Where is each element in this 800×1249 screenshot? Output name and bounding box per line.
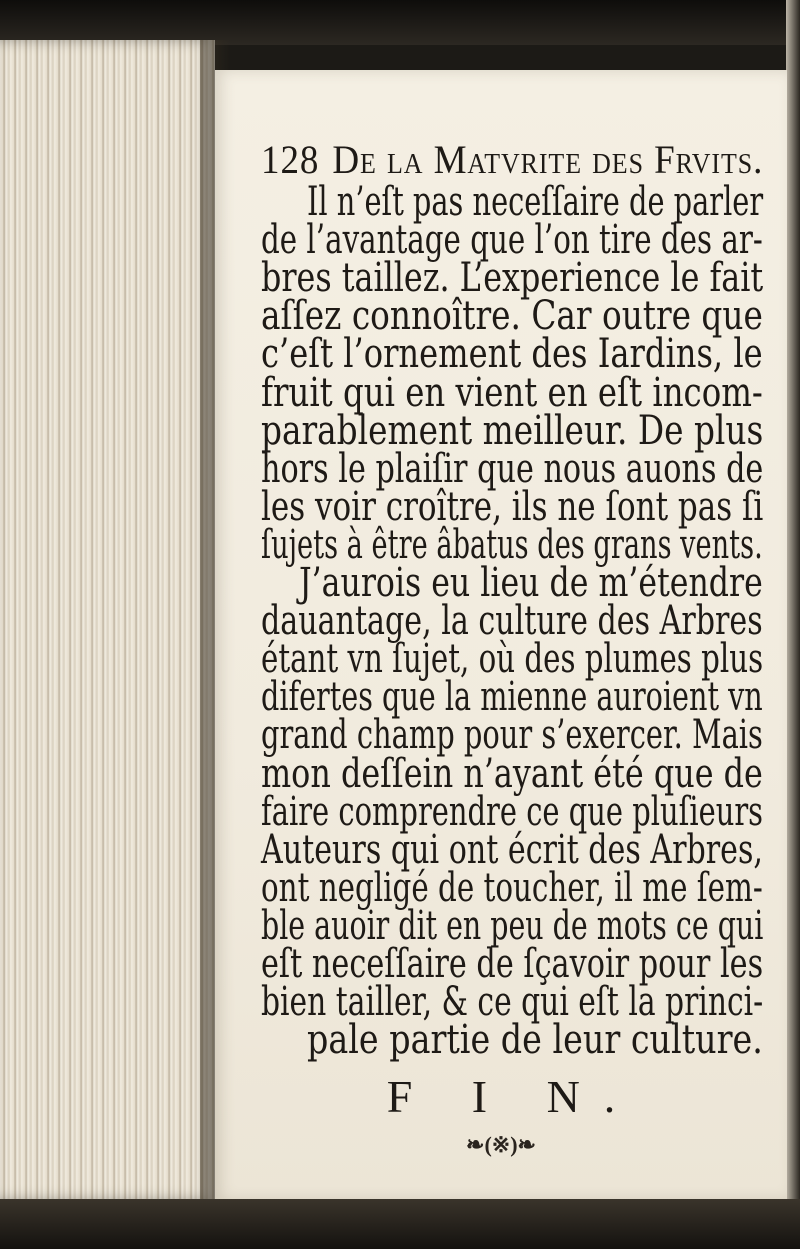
text-line: ont negligé de toucher, il me ſem-: [261, 864, 763, 911]
text-line: de l’avantage que l’on tire des ar-: [261, 217, 763, 264]
text-line: bien tailler, & ce qui eſt la princi-: [261, 979, 764, 1026]
page-number: 128: [261, 137, 320, 182]
tailpiece-ornament: ❧(※)❧: [466, 1132, 536, 1157]
text-line: dauantage, la culture des Arbres: [261, 598, 763, 645]
text-line: faire comprendre ce que pluſieurs: [261, 788, 764, 835]
text-line: parablement meilleur. De plus: [261, 407, 764, 454]
top-shadow: [0, 0, 800, 45]
text-line: Il n’eſt pas neceſſaire de parler: [307, 179, 764, 225]
running-title: De la Matvrite des Frvits.: [332, 137, 764, 182]
text-line: bres taillez. L’experience le fait: [261, 255, 764, 302]
printed-page: [215, 70, 787, 1200]
right-page-edge: [786, 0, 800, 1249]
text-line: Auteurs qui ont écrit des Arbres,: [261, 826, 763, 873]
text-line: mon deſſein n’ayant été que de: [261, 750, 763, 797]
text-line: hors le plaiſir que nous auons de: [261, 445, 764, 492]
running-head: [261, 136, 763, 183]
text-line: grand champ pour s’exercer. Mais: [261, 712, 763, 759]
text-line: c’eſt l’ornement des Iardins, le: [261, 331, 763, 378]
page-edges: [0, 40, 215, 1200]
text-line: étant vn ſujet, où des plumes plus: [261, 636, 764, 683]
text-line: aſſez connoître. Car outre que: [261, 293, 763, 340]
text-line: ble auoir dit en peu de mots ce qui: [261, 902, 764, 949]
text-line: fruit qui en vient en eſt incom-: [261, 369, 763, 416]
text-line: pale partie de leur culture.: [307, 1017, 763, 1064]
bottom-shadow: [0, 1199, 800, 1249]
text-line: les voir croître, ils ne ſont pas ſi: [261, 483, 764, 530]
text-line: difertes que la mienne auroient vn: [261, 674, 763, 721]
text-line: eſt neceſſaire de ſçavoir pour les: [261, 941, 764, 987]
closing-fin: F I N.: [386, 1071, 640, 1122]
text-line: J’aurois eu lieu de m’étendre: [299, 560, 763, 606]
text-line: ſujets à être âbatus des grans vents.: [261, 521, 763, 568]
